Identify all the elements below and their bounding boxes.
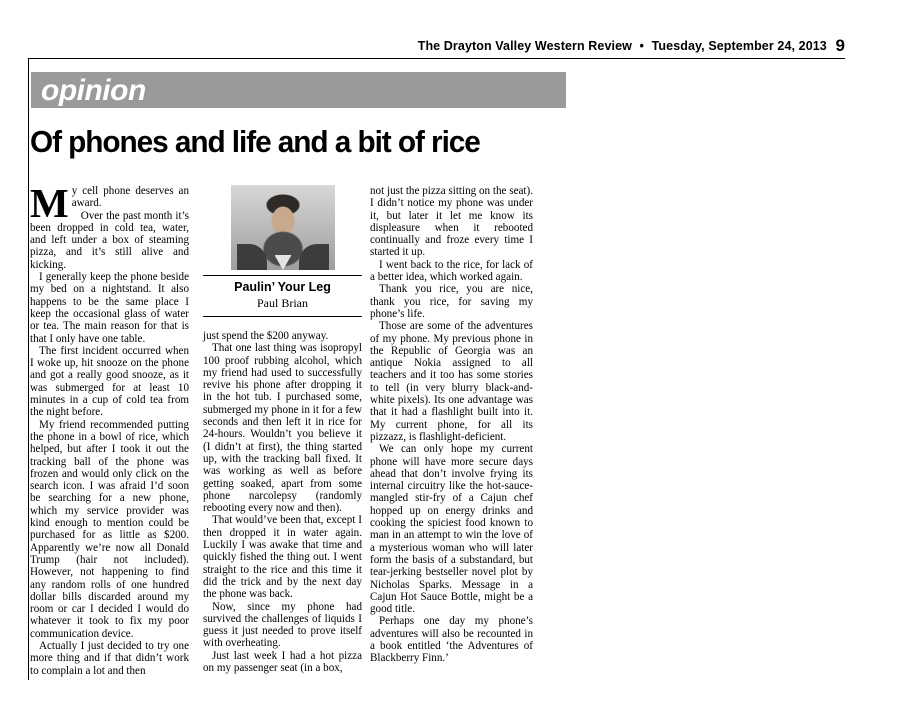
article-headline: Of phones and life and a bit of rice bbox=[30, 124, 480, 159]
paragraph: Actually I just decided to try one more thing and if that didn’t work to complain a lot and then bbox=[30, 639, 189, 677]
left-vertical-rule bbox=[28, 58, 29, 680]
column-title: Paulin’ Your Leg bbox=[234, 280, 331, 294]
paragraph: Just last week I had a hot pizza on my passenger seat (in a box, bbox=[203, 649, 362, 675]
publication-name: The Drayton Valley Western Review bbox=[417, 39, 632, 53]
paragraph-text: y cell phone deserves an award. bbox=[71, 185, 189, 210]
paragraph: That one last thing was isopropyl 100 proof rubbing alcohol, which my friend had used to successfully revive his phone after dropping it in the hot tub. I purchased some, submerged my phone in it for a few seconds and then left it in rice for 24-hours. Wouldn’t you believe it (I didn’t at first), the thing started up, with the tracking ball fixed. It was working as well as before getting soaked, apart from some phone narcolepsy (randomly rebooting every now and then). bbox=[203, 342, 362, 515]
photo-collar bbox=[275, 255, 292, 270]
paragraph: I went back to the rice, for lack of a better idea, which worked again. bbox=[370, 258, 533, 284]
masthead-separator: • bbox=[639, 39, 645, 53]
columnist-divider-bottom bbox=[203, 316, 362, 317]
paragraph: My friend recommended putting the phone in a bowl of rice, which helped, but after I took it out the tracking ball of the phone was frozen and would only click on the search icon. I was afraid I’d soon be searching for a new phone, which my service provider was kind enough to mention could be purchased for as little as $200. Apparently we’re now all Donald Trump (hair not included). However, not happening to find any random rolls of one hundred dollar bills discarded around my room or car I decided I would do whatever it took to fix my poor communication device. bbox=[30, 418, 189, 640]
paragraph: I generally keep the phone beside my bed on a nightstand. It also happens to be the same place I keep the occasional glass of water or tea. The main reason for that is that I only have one table. bbox=[30, 271, 189, 345]
paragraph: That would’ve been that, except I then dropped it in water again. Luckily I was awake that time and quickly fished the thing out. I went straight to the rice and this time it did the trick and by the next day the phone was back. bbox=[203, 514, 362, 601]
article-column-3 bbox=[370, 185, 533, 665]
issue-date: Tuesday, September 24, 2013 bbox=[651, 39, 827, 53]
columnist-divider-top bbox=[203, 275, 362, 276]
photo-shoulder-right bbox=[299, 244, 329, 270]
column-author: Paul Brian bbox=[257, 296, 308, 310]
paragraph: Perhaps one day my phone’s adventures will also be recounted in a book entitled ‘the Adventures of Blackberry Finn.’ bbox=[370, 615, 533, 665]
paragraph: The first incident occurred when I woke up, hit snooze on the phone and got a really good snooze, as it was submerged for at least 10 minutes in a cup of cold tea from the night before. bbox=[30, 344, 189, 419]
paragraph: We can only hope my current phone will have more secure days ahead that don’t involve frying its internal circuitry like the hot-sauce-mangled stir-fry of a Cajun chef hopped up on energy drinks and cooking the spiciest food known to man in an attempt to win the love of a mysterious woman who will later form the basis of a substandard, but tear-jerking bestseller novel plot by Nicholas Sparks. Message in a Cajun Hot Sauce Bottle, might be a good title. bbox=[370, 443, 533, 616]
section-banner bbox=[31, 72, 566, 108]
photo-shoulder-left bbox=[237, 244, 267, 270]
paragraph: Those are some of the adventures of my phone. My previous phone in the Republic of Georgia was an antique Nokia assigned to all teachers and it too has some stories to tell (in very blurry black-and-white pixels). Its one advantage was that it had a flashlight built into it. My current phone, for all its pizzazz, is flashlight-deficient. bbox=[370, 320, 533, 443]
paragraph: Thank you rice, you are nice, thank you rice, for saving my phone’s life. bbox=[370, 283, 533, 320]
section-banner-label: opinion bbox=[41, 74, 146, 107]
drop-cap: M bbox=[30, 180, 69, 226]
columnist-photo bbox=[231, 185, 335, 270]
paragraph: not just the pizza sitting on the seat). I didn’t notice my phone was under it, but later it let me know its displeasure when it rebooted continually and froze every time I started it up. bbox=[370, 185, 533, 259]
article-column-1 bbox=[30, 180, 189, 677]
article-column-2 bbox=[203, 330, 362, 674]
masthead bbox=[28, 36, 845, 56]
page-number: 9 bbox=[835, 36, 845, 55]
columnist-block bbox=[203, 185, 362, 317]
paragraph bbox=[30, 180, 189, 226]
header-divider bbox=[28, 58, 845, 59]
paragraph: just spend the $200 anyway. bbox=[203, 330, 329, 342]
paragraph: Now, since my phone had survived the challenges of liquids I guess it just needed to prove itself with overheating. bbox=[203, 600, 362, 650]
paragraph: Over the past month it’s been dropped in cold tea, water, and left under a box of steaming pizza, and it’s still alive and kicking. bbox=[30, 209, 189, 271]
